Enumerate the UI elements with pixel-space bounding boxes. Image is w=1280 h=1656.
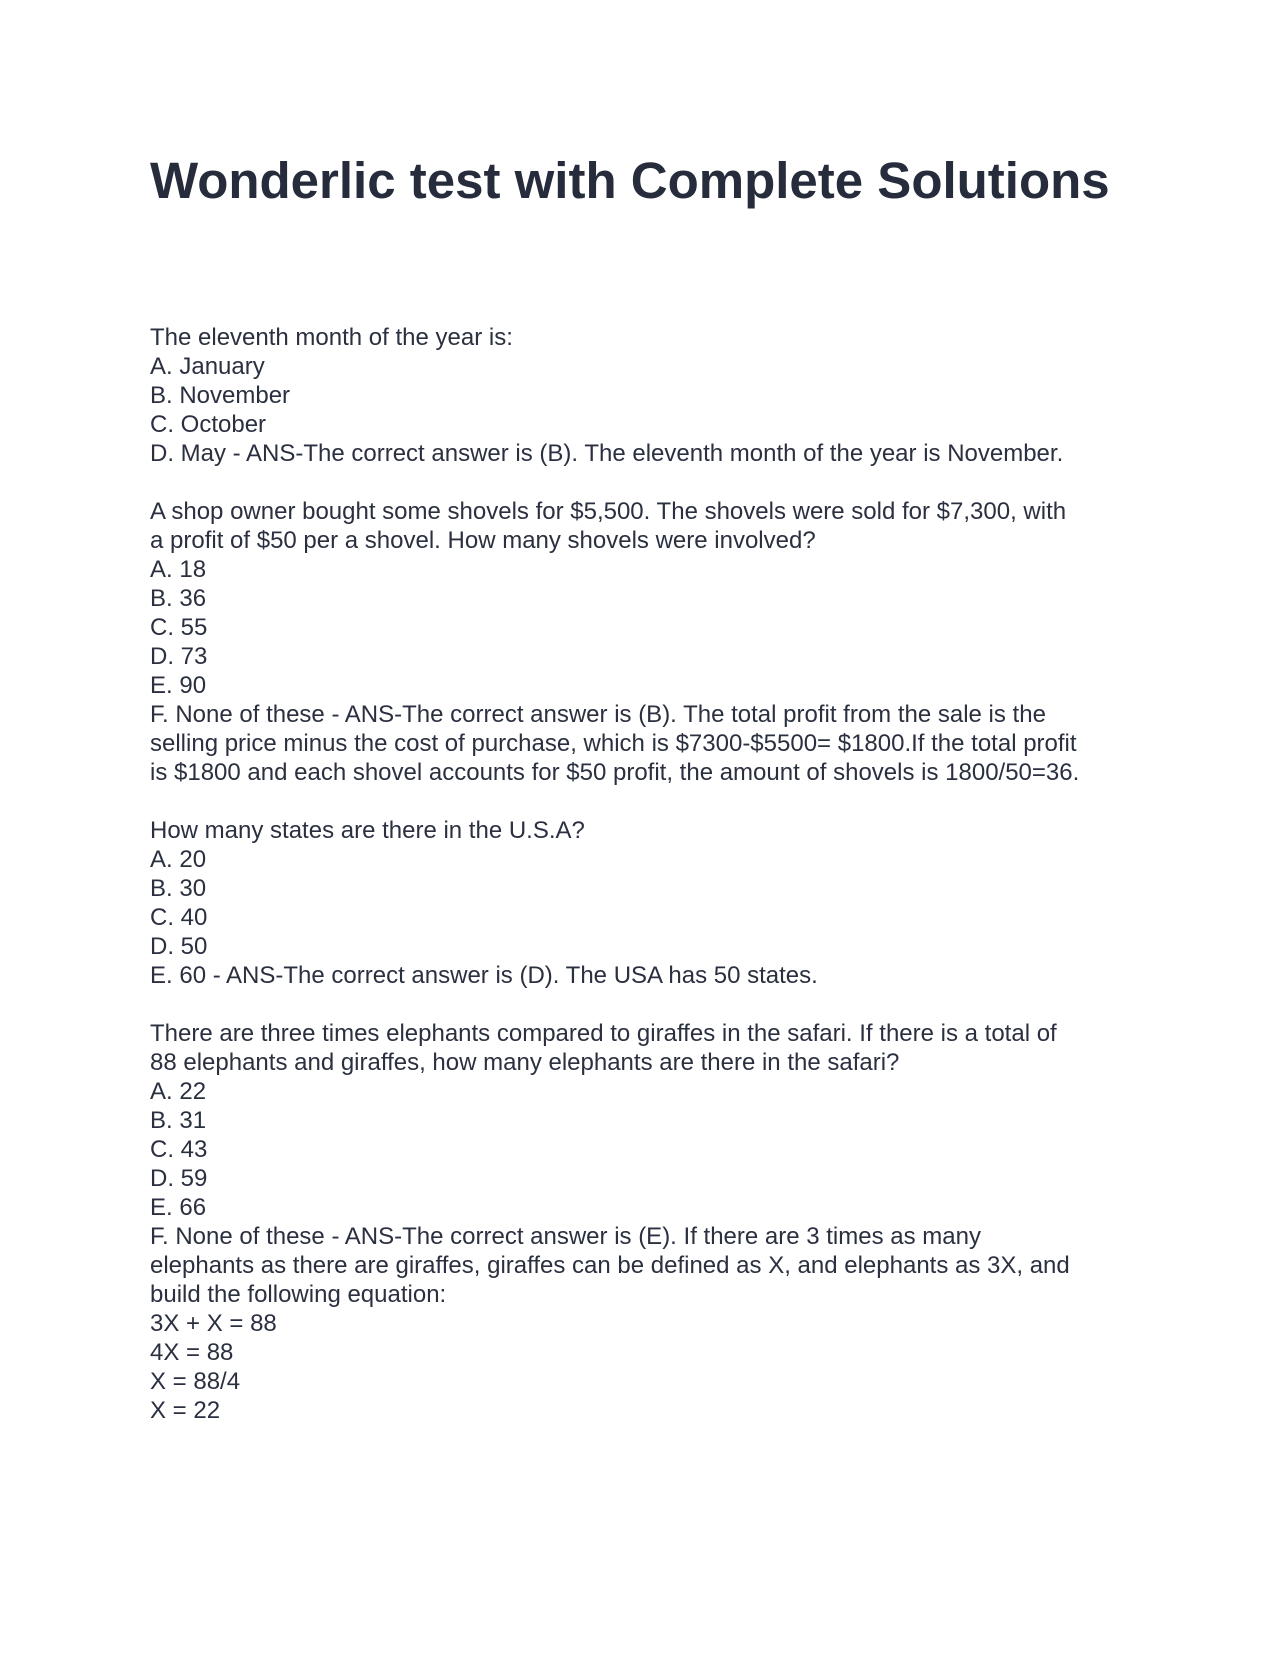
question-4-line-14: X = 22 <box>150 1397 221 1424</box>
question-block-4 <box>150 1019 1135 1425</box>
question-3-line-3: B. 30 <box>150 875 207 902</box>
question-2-line-3: A. 18 <box>150 556 207 583</box>
question-3-line-6: E. 60 - ANS-The correct answer is (D). The USA has 50 states. <box>150 962 818 989</box>
document-body <box>150 323 1135 1454</box>
question-1-line-2: A. January <box>150 353 265 380</box>
question-2-line-6: D. 73 <box>150 643 208 670</box>
question-4-line-11: 3X + X = 88 <box>150 1310 277 1337</box>
question-4-line-3: A. 22 <box>150 1078 207 1105</box>
question-4-line-10: build the following equation: <box>150 1281 447 1308</box>
question-4-line-12: 4X = 88 <box>150 1339 234 1366</box>
question-2-line-7: E. 90 <box>150 672 207 699</box>
question-3-line-2: A. 20 <box>150 846 207 873</box>
question-4-line-7: E. 66 <box>150 1194 207 1221</box>
question-2-line-1: A shop owner bought some shovels for $5,500. The shovels were sold for $7,300, with <box>150 498 1067 525</box>
question-4-line-5: C. 43 <box>150 1136 208 1163</box>
question-3-line-1: How many states are there in the U.S.A? <box>150 817 585 844</box>
document-title: Wonderlic test with Complete Solutions <box>150 152 1110 209</box>
question-3-line-5: D. 50 <box>150 933 208 960</box>
question-4-line-1: There are three times elephants compared to giraffes in the safari. If there is a total of <box>150 1020 1057 1047</box>
question-1-line-1: The eleventh month of the year is: <box>150 324 513 351</box>
question-2-line-8: F. None of these - ANS-The correct answer is (B). The total profit from the sale is the <box>150 701 1046 728</box>
question-block-3 <box>150 816 1135 990</box>
question-1-line-5: D. May - ANS-The correct answer is (B). The eleventh month of the year is November. <box>150 440 1064 467</box>
question-block-1 <box>150 323 1135 468</box>
question-1-line-4: C. October <box>150 411 267 438</box>
question-2-line-4: B. 36 <box>150 585 207 612</box>
question-block-2 <box>150 497 1135 787</box>
question-4-line-13: X = 88/4 <box>150 1368 241 1395</box>
question-1-line-3: B. November <box>150 382 291 409</box>
question-2-line-9: selling price minus the cost of purchase, which is $7300-$5500= $1800.If the total profit <box>150 730 1077 757</box>
question-2-line-2: a profit of $50 per a shovel. How many shovels were involved? <box>150 527 816 554</box>
question-3-line-4: C. 40 <box>150 904 208 931</box>
question-4-line-8: F. None of these - ANS-The correct answer is (E). If there are 3 times as many <box>150 1223 981 1250</box>
question-4-line-9: elephants as there are giraffes, giraffes can be defined as X, and elephants as 3X, and <box>150 1252 1070 1279</box>
question-2-line-10: is $1800 and each shovel accounts for $50 profit, the amount of shovels is 1800/50=36. <box>150 759 1080 786</box>
question-4-line-6: D. 59 <box>150 1165 208 1192</box>
question-2-line-5: C. 55 <box>150 614 208 641</box>
question-4-line-4: B. 31 <box>150 1107 207 1134</box>
question-4-line-2: 88 elephants and giraffes, how many elephants are there in the safari? <box>150 1049 900 1076</box>
